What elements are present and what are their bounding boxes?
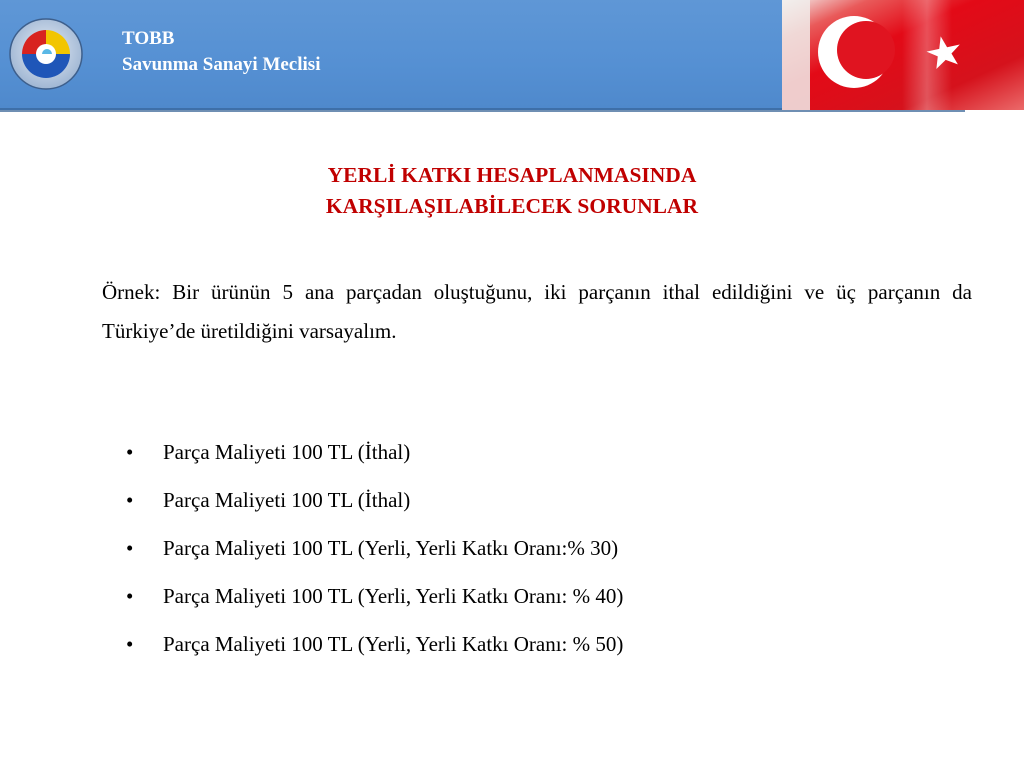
header-divider: [0, 110, 965, 112]
organization-name: [122, 26, 320, 78]
tobb-logo-icon: [8, 16, 84, 92]
list-item-text: Parça Maliyeti 100 TL (İthal): [163, 440, 411, 464]
bullet-icon: •: [126, 536, 134, 560]
list-item-text: Parça Maliyeti 100 TL (İthal): [163, 488, 411, 512]
org-line-council: Savunma Sanayi Meclisi: [122, 54, 321, 75]
bullet-list: [126, 428, 926, 668]
bullet-icon: •: [126, 440, 134, 464]
intro-paragraph: Örnek: Bir ürünün 5 ana parçadan oluştuğunu, iki parçanın ithal edildiğini ve üç parçanın da Türkiye’de üretildiğini varsayalım.: [102, 280, 972, 343]
list-item: [126, 476, 926, 524]
turkish-flag-icon: [782, 0, 1024, 110]
slide-title: [0, 160, 1024, 222]
list-item: [126, 620, 926, 668]
slide-title-line-2: KARŞILAŞILABİLECEK SORUNLAR: [325, 194, 699, 218]
bullet-icon: •: [126, 488, 134, 512]
list-item: [126, 428, 926, 476]
header-band: [0, 0, 782, 110]
list-item-text: Parça Maliyeti 100 TL (Yerli, Yerli Katkı Oranı: % 40): [163, 584, 624, 608]
org-line-tobb: TOBB: [122, 28, 175, 49]
bullet-icon: •: [126, 632, 134, 656]
bullet-icon: •: [126, 584, 134, 608]
list-item-text: Parça Maliyeti 100 TL (Yerli, Yerli Katkı Oranı: % 50): [163, 632, 624, 656]
list-item: [126, 572, 926, 620]
slide-header: [0, 0, 1024, 112]
slide-title-line-1: YERLİ KATKI HESAPLANMASINDA: [327, 163, 697, 187]
list-item: [126, 524, 926, 572]
list-item-text: Parça Maliyeti 100 TL (Yerli, Yerli Katkı Oranı:% 30): [163, 536, 619, 560]
